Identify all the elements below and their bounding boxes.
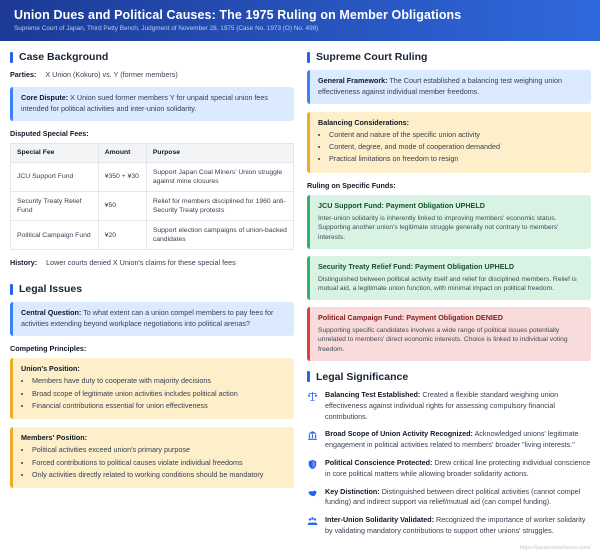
general-framework-label: General Framework: bbox=[318, 76, 388, 85]
section-supreme-court-ruling bbox=[307, 51, 591, 63]
competing-principles-heading: Competing Principles: bbox=[10, 343, 87, 353]
handshake-icon bbox=[307, 488, 318, 499]
list-item: • Only activities directly related to working conditions should be mandatory bbox=[32, 470, 286, 481]
table-row bbox=[11, 221, 294, 250]
security-treaty-fund-ruling-callout bbox=[307, 256, 591, 300]
general-framework-callout bbox=[307, 70, 591, 104]
history-value: Lower courts denied X Union's claims for these special fees bbox=[46, 258, 236, 268]
fee-name: JCU Support Fund bbox=[11, 163, 99, 192]
fund-ruling-text: Supporting specific candidates involves a wide range of political issues potentially unrelated to members' direct economic interests. Choice is linked to individual voting freedom. bbox=[318, 326, 568, 354]
central-question-callout bbox=[10, 302, 294, 336]
balancing-considerations-callout bbox=[307, 112, 591, 173]
union-position-title: Union's Position: bbox=[21, 363, 80, 373]
section-accent-bar bbox=[307, 52, 310, 63]
members-position-title: Members' Position: bbox=[21, 433, 88, 443]
table-header-row bbox=[11, 143, 294, 163]
parties-value: X Union (Kokuro) vs. Y (former members) bbox=[45, 70, 178, 79]
section-accent-bar bbox=[10, 284, 13, 295]
core-dispute-label: Core Dispute: bbox=[21, 93, 69, 103]
significance-item bbox=[307, 458, 591, 480]
history-line bbox=[10, 258, 294, 268]
union-position-list bbox=[21, 376, 286, 411]
fund-ruling-title: JCU Support Fund: Payment Obligation UPHELD bbox=[318, 200, 485, 210]
section-accent-bar bbox=[10, 52, 13, 63]
members-position-callout bbox=[10, 427, 294, 488]
fee-purpose: Support Japan Coal Miners' Union struggle against mine closures bbox=[146, 163, 293, 192]
fund-ruling-title: Security Treaty Relief Fund: Payment Obligation UPHELD bbox=[318, 261, 515, 271]
general-framework-text: The Court established a balancing test weighing union effectiveness against individual member freedoms. bbox=[318, 76, 563, 96]
fee-amount: ¥350 + ¥30 bbox=[98, 163, 146, 192]
members-position-list bbox=[21, 445, 286, 480]
significance-label: Political Conscience Protected: bbox=[325, 457, 433, 467]
fund-ruling-title: Political Campaign Fund: Payment Obligation DENIED bbox=[318, 312, 503, 322]
fund-ruling-text: Distinguished between political activity itself and relief for disciplined members. Relief is mutual aid, a legitimate union function, with minimal impact on political freedom. bbox=[318, 275, 577, 293]
history-label: History: bbox=[10, 258, 38, 268]
special-fees-table bbox=[10, 143, 294, 251]
parties-line bbox=[10, 70, 294, 80]
page-title: Union Dues and Political Causes: The 1975 Ruling on Member Obligations bbox=[14, 8, 462, 22]
people-icon bbox=[307, 516, 318, 527]
section-title: Case Background bbox=[19, 51, 109, 63]
source-url: https://japancompliance.com/ bbox=[519, 545, 591, 551]
section-accent-bar bbox=[307, 371, 310, 382]
header-banner bbox=[0, 0, 600, 41]
significance-text: Created a flexible standard weighing union effectiveness against individual rights for assessing compulsory financial contributions. bbox=[325, 389, 559, 421]
left-column bbox=[10, 51, 294, 544]
table-row bbox=[11, 163, 294, 192]
significance-text: Drew critical line protecting individual conscience in core political matters while allowing broader solidarity actions. bbox=[325, 457, 591, 478]
fee-name: Political Campaign Fund bbox=[11, 221, 99, 250]
balancing-title: Balancing Considerations: bbox=[318, 117, 410, 127]
list-item: • Practical limitations on freedom to resign bbox=[329, 154, 583, 165]
fee-amount: ¥50 bbox=[98, 192, 146, 221]
section-title: Legal Significance bbox=[316, 370, 409, 383]
table-row bbox=[11, 192, 294, 221]
fee-name: Security Treaty Relief Fund bbox=[11, 192, 99, 221]
list-item: • Content, degree, and mode of cooperation demanded bbox=[329, 142, 583, 153]
union-position-callout bbox=[10, 358, 294, 419]
page-subtitle: Supreme Court of Japan, Third Petty Bench, Judgment of November 28, 1975 (Case No. 1973 (O) No. 499) bbox=[14, 25, 319, 32]
significance-label: Balancing Test Established: bbox=[325, 389, 421, 399]
jcu-fund-ruling-callout bbox=[307, 195, 591, 249]
significance-item bbox=[307, 390, 591, 422]
significance-text: Distinguished between direct political activities (cannot compel funding) and indirect support via relief/mutual aid (can compel funding). bbox=[325, 486, 581, 507]
section-case-background bbox=[10, 51, 294, 63]
fees-heading: Disputed Special Fees: bbox=[10, 128, 89, 138]
col-header-purpose: Purpose bbox=[146, 143, 293, 163]
section-title: Legal Issues bbox=[19, 283, 83, 296]
core-dispute-callout bbox=[10, 87, 294, 121]
shield-icon bbox=[307, 459, 318, 470]
content-columns bbox=[0, 41, 600, 544]
list-item: • Forced contributions to political causes violate individual freedoms bbox=[32, 458, 286, 469]
balancing-list bbox=[318, 130, 583, 165]
significance-item bbox=[307, 487, 591, 509]
list-item: • Financial contributions essential for union effectiveness bbox=[32, 401, 286, 412]
significance-label: Inter-Union Solidarity Validated: bbox=[325, 515, 435, 525]
col-header-special-fee: Special Fee bbox=[11, 143, 99, 163]
significance-text: Recognized the importance of worker solidarity by validating mandatory contributions to support other unions' struggles. bbox=[325, 515, 586, 535]
fund-ruling-text: Inter-union solidarity is inherently linked to improving members' economic status. Supporting another union's legitimate struggle generally not contrary to members' interests. bbox=[318, 214, 559, 242]
scales-icon bbox=[307, 391, 318, 402]
central-question-label: Central Question: bbox=[21, 308, 82, 318]
section-legal-issues bbox=[10, 283, 294, 295]
section-legal-significance bbox=[307, 371, 591, 383]
fee-purpose: Support election campaigns of union-backed candidates bbox=[146, 221, 293, 250]
core-dispute-text: X Union sued former members Y for unpaid special union fees intended for political activities and inter-union solidarity. bbox=[21, 93, 269, 113]
significance-item bbox=[307, 429, 591, 451]
political-campaign-fund-ruling-callout bbox=[307, 307, 591, 361]
significance-label: Broad Scope of Union Activity Recognized: bbox=[325, 429, 473, 439]
fee-purpose: Relief for members disciplined for 1960 anti-Security Treaty protests bbox=[146, 192, 293, 221]
col-header-amount: Amount bbox=[98, 143, 146, 163]
list-item: • Political activities exceed union's primary purpose bbox=[32, 445, 286, 456]
bank-icon bbox=[307, 430, 318, 441]
central-question-text: To what extent can a union compel members to pay fees for activities extending beyond workplace negotiations into political arenas? bbox=[21, 308, 274, 329]
list-item: • Members have duty to cooperate with majority decisions bbox=[32, 376, 286, 387]
funds-heading: Ruling on Specific Funds: bbox=[307, 180, 396, 190]
right-column bbox=[307, 51, 591, 544]
list-item: • Broad scope of legitimate union activities includes political action bbox=[32, 389, 286, 400]
parties-label: Parties: bbox=[10, 70, 37, 79]
section-title: Supreme Court Ruling bbox=[316, 51, 428, 63]
significance-label: Key Distinction: bbox=[325, 486, 380, 496]
fee-amount: ¥20 bbox=[98, 221, 146, 250]
significance-text: Acknowledged unions' legitimate engagement in political activities related to members' broader "living interests." bbox=[325, 429, 579, 450]
significance-item bbox=[307, 515, 591, 537]
list-item: • Content and nature of the specific union activity bbox=[329, 130, 583, 141]
